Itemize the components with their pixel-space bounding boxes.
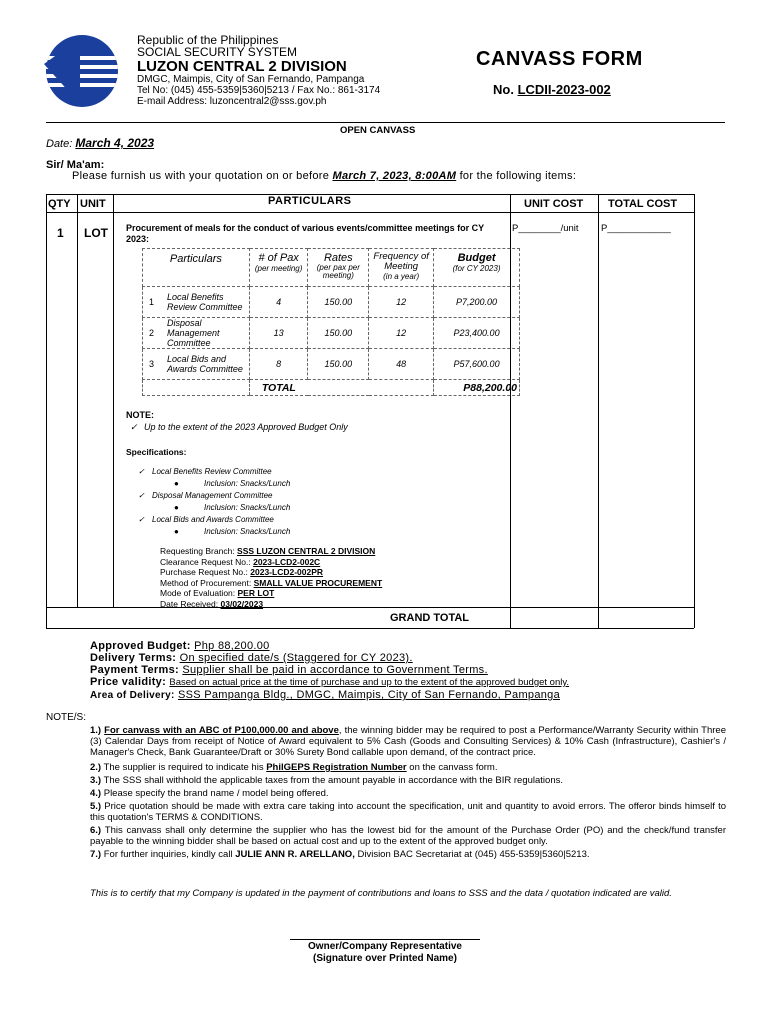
header-tel: Tel No: (045) 455-5359|5360|5213 / Fax No.: 861-3174	[137, 85, 381, 96]
check-icon: ✓	[138, 515, 145, 524]
inner-row-1-name-cell	[143, 287, 250, 318]
salutation: Sir/ Ma'am:	[46, 159, 105, 171]
inner-row-2-rate: 150.00	[308, 318, 369, 349]
inner-row-1-no: 1	[149, 297, 155, 307]
signature-title: Owner/Company Representative	[308, 941, 462, 952]
spec-3-inclusion: Inclusion: Snacks/Lunch	[204, 527, 291, 536]
price-validity: Based on actual price at the time of purchase and up to the extent of the approved budget only.	[169, 677, 570, 688]
note-4: 4.) Please specify the brand name / model being offered.	[90, 788, 329, 799]
purchase-label: Purchase Request No.:	[160, 567, 248, 577]
signature-line[interactable]	[290, 939, 480, 940]
clearance-label: Clearance Request No.:	[160, 556, 251, 567]
inner-row-3-no: 3	[149, 359, 155, 369]
bullet-icon: ●	[174, 527, 179, 536]
header-republic: Republic of the Philippines	[137, 33, 279, 47]
inner-col-budget-sub: (for CY 2023)	[452, 264, 501, 273]
table-col-unit	[113, 194, 114, 607]
spec-1-inclusion-row	[138, 478, 290, 490]
inner-col-rates-label: Rates	[323, 252, 353, 264]
inner-row-3-name-cell	[143, 349, 250, 380]
clearance-no: 2023-LCD2-002C	[253, 556, 321, 567]
inner-col-budget	[434, 249, 520, 287]
payment-terms: Supplier shall be paid in accordance to Government Terms.	[182, 664, 488, 676]
received-label: Date Received:	[160, 598, 219, 609]
form-number-value: LCDII-2023-002	[517, 82, 611, 97]
inner-row-3-budget: P57,600.00	[434, 349, 520, 380]
spec-3	[138, 514, 290, 526]
note-6: 6.) This canvass shall only determine the supplier who has the lowest bid for the amount of the Purchase Order (PO) and the check/fund transfer payable to the winning bidder shall be based on actual cost and up to the extent of the approved budget only.	[90, 825, 726, 847]
specs-list	[138, 466, 290, 538]
inner-row-1	[143, 287, 520, 318]
note-7: 7.) For further inquiries, kindly call JULIE ANN R. ARELLANO, Division BAC Secretariat at (045) 455-5359|5360|5213.	[90, 849, 590, 860]
inner-row-2-freq: 12	[369, 318, 434, 349]
inner-row-2-no: 2	[149, 328, 155, 338]
payment-terms-label: Payment Terms:	[90, 664, 179, 676]
date-received: 03/02/2023	[220, 598, 264, 609]
requesting-branch-label: Requesting Branch:	[160, 546, 235, 556]
item-description: Procurement of meals for the conduct of various events/committee meetings for CY 2023:	[126, 223, 484, 244]
intro-deadline: March 7, 2023, 8:00AM	[332, 170, 457, 182]
requesting-branch: SSS LUZON CENTRAL 2 DIVISION	[237, 546, 376, 556]
evaluation-mode: PER LOT	[237, 588, 275, 598]
col-qty: QTY	[48, 198, 71, 210]
delivery-terms: On specified date/s (Staggered for CY 2023).	[179, 652, 413, 664]
inner-row-3	[143, 349, 520, 380]
inner-col-particulars-label: Particulars	[169, 253, 222, 265]
total-cost-field[interactable]: P____________	[601, 223, 671, 234]
mode-label: Mode of Evaluation:	[160, 588, 236, 598]
form-title: CANVASS FORM	[476, 48, 643, 70]
spec-1-inclusion: Inclusion: Snacks/Lunch	[204, 479, 291, 488]
spec-2-inclusion: Inclusion: Snacks/Lunch	[204, 503, 291, 512]
item-qty: 1	[57, 226, 64, 240]
table-col-unitcost	[598, 194, 599, 628]
open-canvass: OPEN CANVASS	[340, 125, 416, 136]
inner-row-1-pax: 4	[249, 287, 308, 318]
inner-col-budget-label: Budget	[457, 252, 496, 264]
col-unit: UNIT	[80, 198, 106, 210]
form-number	[493, 82, 611, 97]
note-3: 3.) The SSS shall withhold the applicable taxes from the amount payable in accordance with the BIR regulations.	[90, 775, 563, 786]
inner-col-pax	[249, 249, 308, 287]
table-right-border	[694, 194, 695, 628]
purchase-no: 2023-LCD2-002PR	[250, 567, 324, 577]
inner-row-2	[143, 318, 520, 349]
header-branch: LUZON CENTRAL 2 DIVISION	[137, 58, 347, 75]
inner-col-pax-label: # of Pax	[258, 252, 299, 264]
inner-total-spacer	[143, 380, 250, 396]
inner-total-value: P88,200.00	[434, 380, 520, 396]
inner-col-frequency-label: Frequency of Meeting	[373, 251, 429, 272]
spec-3-inclusion-row	[138, 526, 290, 538]
table-left-border	[46, 194, 47, 628]
note-2: 2.) The supplier is required to indicate his PhilGEPS Registration Number on the canvass form.	[90, 762, 498, 773]
inner-total-label: TOTAL	[249, 380, 433, 396]
col-total-cost: TOTAL COST	[608, 198, 678, 210]
header-address: DMGC, Maimpis, City of San Fernando, Pampanga	[137, 74, 365, 85]
spec-2-inclusion-row	[138, 502, 290, 514]
inner-col-pax-sub: (per meeting)	[254, 264, 303, 273]
budget-breakdown-table	[142, 248, 520, 396]
check-icon: ✓	[138, 467, 145, 476]
note-5: 5.) Price quotation should be made with extra care taking into account the specification, unit and quantity to avoid errors. The offeror binds himself to this quotation's TERMS & CONDITIONS.	[90, 801, 727, 823]
terms-block	[90, 640, 569, 702]
method-label: Method of Procurement:	[160, 577, 252, 588]
inner-row-1-budget: P7,200.00	[434, 287, 520, 318]
header-agency: SOCIAL SECURITY SYSTEM	[137, 45, 298, 59]
bullet-icon: ●	[174, 479, 179, 488]
note-title: NOTE:	[126, 410, 154, 420]
inner-header-row	[143, 249, 520, 287]
specs-title: Specifications:	[126, 447, 187, 457]
inner-row-3-name: Local Bids and Awards Committee	[167, 354, 243, 374]
inner-col-rates	[308, 249, 369, 287]
inner-row-2-pax: 13	[249, 318, 308, 349]
bullet-icon: ●	[174, 503, 179, 512]
price-validity-label: Price validity:	[90, 676, 167, 688]
approved-budget: Php 88,200.00	[194, 640, 270, 652]
intro-post: for the following items:	[459, 170, 577, 182]
inner-row-3-rate: 150.00	[308, 349, 369, 380]
inner-col-rates-sub: (per pax per meeting)	[316, 263, 360, 280]
procurement-method: SMALL VALUE PROCUREMENT	[253, 577, 383, 588]
request-info	[160, 546, 382, 609]
note-1: 1.) For canvass with an ABC of P100,000.00 and above, the winning bidder may be required to post a Performance/Warranty Security within Three (3) Calendar Days from receipt of Notice of Award equivalent to 5% Cash (Goods and Consulting Services) & 10% Cash (Infrastructure), Cashier's / Manager's Check, Bank Guarantee/Draft or 30% Surety Bond callable upon demand, of the contract price.	[90, 725, 726, 758]
form-number-label: No.	[493, 82, 514, 97]
spec-2	[138, 490, 290, 502]
approved-budget-label: Approved Budget:	[90, 640, 191, 652]
inner-row-2-name: Disposal Management Committee	[167, 318, 220, 348]
note-line	[130, 422, 348, 433]
area-delivery-label: Area of Delivery:	[90, 690, 175, 701]
inner-row-3-pax: 8	[249, 349, 308, 380]
inner-row-1-rate: 150.00	[308, 287, 369, 318]
date-label: Date:	[46, 138, 73, 150]
area-delivery: SSS Pampanga Bldg., DMGC, Maimpis, City of San Fernando, Pampanga	[177, 689, 560, 701]
signature-subtitle: (Signature over Printed Name)	[313, 953, 457, 964]
item-unit: LOT	[84, 226, 108, 240]
note-item: Up to the extent of the 2023 Approved Budget Only	[144, 422, 348, 432]
delivery-terms-label: Delivery Terms:	[90, 652, 177, 664]
inner-row-1-name: Local Benefits Review Committee	[167, 292, 243, 312]
col-unit-cost: UNIT COST	[524, 198, 584, 210]
notes-label: NOTE/S:	[46, 712, 87, 723]
table-bottom-border	[46, 628, 694, 629]
inner-row-2-name-cell	[143, 318, 250, 349]
grand-total-label: GRAND TOTAL	[390, 612, 470, 624]
notes-list	[90, 725, 726, 860]
table-top-border	[46, 194, 694, 195]
inner-col-frequency-sub: (in a year)	[383, 272, 420, 281]
inner-row-2-budget: P23,400.00	[434, 318, 520, 349]
check-icon: ✓	[138, 491, 145, 500]
header-email: E-mail Address: luzoncentral2@sss.gov.ph	[137, 96, 327, 107]
spec-1-name: Local Benefits Review Committee	[152, 467, 272, 476]
inner-col-particulars	[143, 249, 250, 287]
table-col-qty	[77, 194, 78, 607]
spec-2-name: Disposal Management Committee	[152, 491, 273, 500]
table-header-border	[46, 212, 694, 213]
inner-row-3-freq: 48	[369, 349, 434, 380]
inner-row-1-freq: 12	[369, 287, 434, 318]
date-value: March 4, 2023	[75, 136, 155, 150]
unit-cost-field[interactable]: P________/unit	[512, 223, 579, 234]
sss-logo	[40, 34, 124, 108]
intro-pre: Please furnish us with your quotation on or before	[72, 170, 330, 182]
inner-total-row	[143, 380, 520, 396]
inner-col-frequency	[369, 249, 434, 287]
date-row	[46, 136, 154, 150]
certification-text: This is to certify that my Company is updated in the payment of contributions and loans to SSS and the data / quotation indicated are valid.	[90, 888, 672, 899]
col-particulars: PARTICULARS	[268, 195, 352, 207]
spec-3-name: Local Bids and Awards Committee	[152, 515, 274, 524]
spec-1	[138, 466, 290, 478]
intro-line	[72, 170, 576, 182]
header-rule	[46, 122, 725, 123]
check-icon: ✓	[130, 422, 138, 432]
signature-block	[240, 941, 530, 965]
